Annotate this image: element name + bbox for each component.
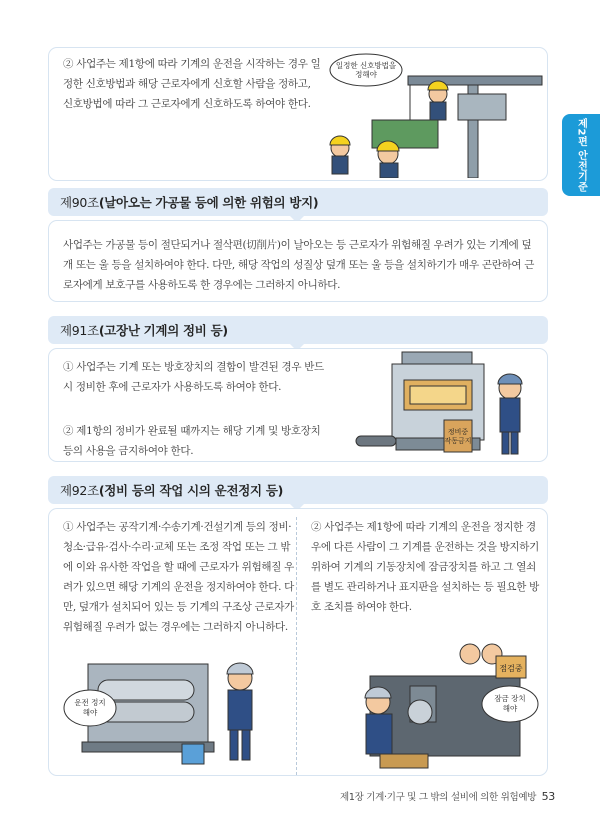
article-92-para2: ② 사업주는 제1항에 따라 기계의 운전을 정지한 경우에 다른 사람이 그 기계를 운전하는 것을 방지하기 위하여 기계의 기동장치에 잠금장치를 하고 그 열쇠를 별도 관리하거나 표지판을 설치하는 등 필요한 방호 조치를 하여야 한다. xyxy=(311,521,539,613)
article-90-number: 제90조 xyxy=(60,195,99,210)
section-side-tab[interactable] xyxy=(562,114,600,196)
article-92-header xyxy=(48,476,548,504)
signal-bubble-text: 일정한 신호방법을 정해야 xyxy=(335,61,397,79)
page-footer xyxy=(340,787,555,805)
article-91-number: 제91조 xyxy=(60,323,99,338)
side-tab-label: 제2편 안전기준 xyxy=(575,117,587,193)
article-90-header xyxy=(48,188,548,216)
lock-bubble-text: 잠금 장치 해야 xyxy=(494,694,526,713)
inspection-sign-text: 점검중 xyxy=(499,664,523,673)
signal-workers-illustration xyxy=(318,50,544,178)
stop-machine-illustration xyxy=(60,644,280,772)
page-number: 53 xyxy=(541,789,555,803)
stop-bubble-text: 운전 정지 해야 xyxy=(74,698,106,717)
lockout-illustration xyxy=(340,626,540,772)
article-90-title: (날아오는 가공물 등에 의한 위험의 방지) xyxy=(98,195,319,210)
column-divider xyxy=(296,517,297,775)
article-91-header xyxy=(48,316,548,344)
article-92-para1: ① 사업주는 공작기계·수송기계·건설기계 등의 정비·청소·급유·검사·수리·교체 또는 조정 작업 또는 그 밖에 이와 유사한 작업을 할 때에 근로자가 위험해질 우려가 있으면 해당 기계의 운전을 정지하여야 한다. 다만, 덮개가 설치되어 있는 등 기계의 구조상 근로자가 위험해질 우려가 없는 경우에는 그러하지 아니하다. xyxy=(63,521,295,633)
article-91-title: (고장난 기계의 정비 등) xyxy=(98,323,228,338)
article-90-body: 사업주는 가공물 등이 절단되거나 절삭편(切削片)이 날아오는 등 근로자가 위험해질 우려가 있는 기계에 덮개 또는 울 등을 설치하여야 한다. 다만, 해당 작업의 성질상 덮개 또는 울 등을 설치하기가 매우 곤란하여 근로자에게 보호구를 사용하도록 한 경우에는 그러하지 아니하다. xyxy=(63,239,535,291)
article-92-number: 제92조 xyxy=(60,483,99,498)
article-91-para1: ① 사업주는 기계 또는 방호장치의 결함이 발견된 경우 반드시 정비한 후에 근로자가 사용하도록 하여야 한다. xyxy=(63,361,324,393)
article-91-para2: ② 제1항의 정비가 완료될 때까지는 해당 기계 및 방호장치 등의 사용을 금지하여야 한다. xyxy=(63,425,321,457)
broken-machine-illustration xyxy=(352,350,542,458)
article-92-title: (정비 등의 작업 시의 운전정지 등) xyxy=(98,483,284,498)
footer-chapter: 제1장 기계·기구 및 그 밖의 설비에 의한 위험예방 xyxy=(340,792,537,803)
article-90-card xyxy=(48,220,548,302)
svg-text:정비중작동금지: 정비중 작동금지 xyxy=(444,428,472,445)
article-89-para2: ② 사업주는 제1항에 따라 기계의 운전을 시작하는 경우 일정한 신호방법과 해당 근로자에게 신호할 사람을 정하고, 신호방법에 따라 그 근로자에게 신호하도록 하여야 한다. xyxy=(63,58,321,110)
